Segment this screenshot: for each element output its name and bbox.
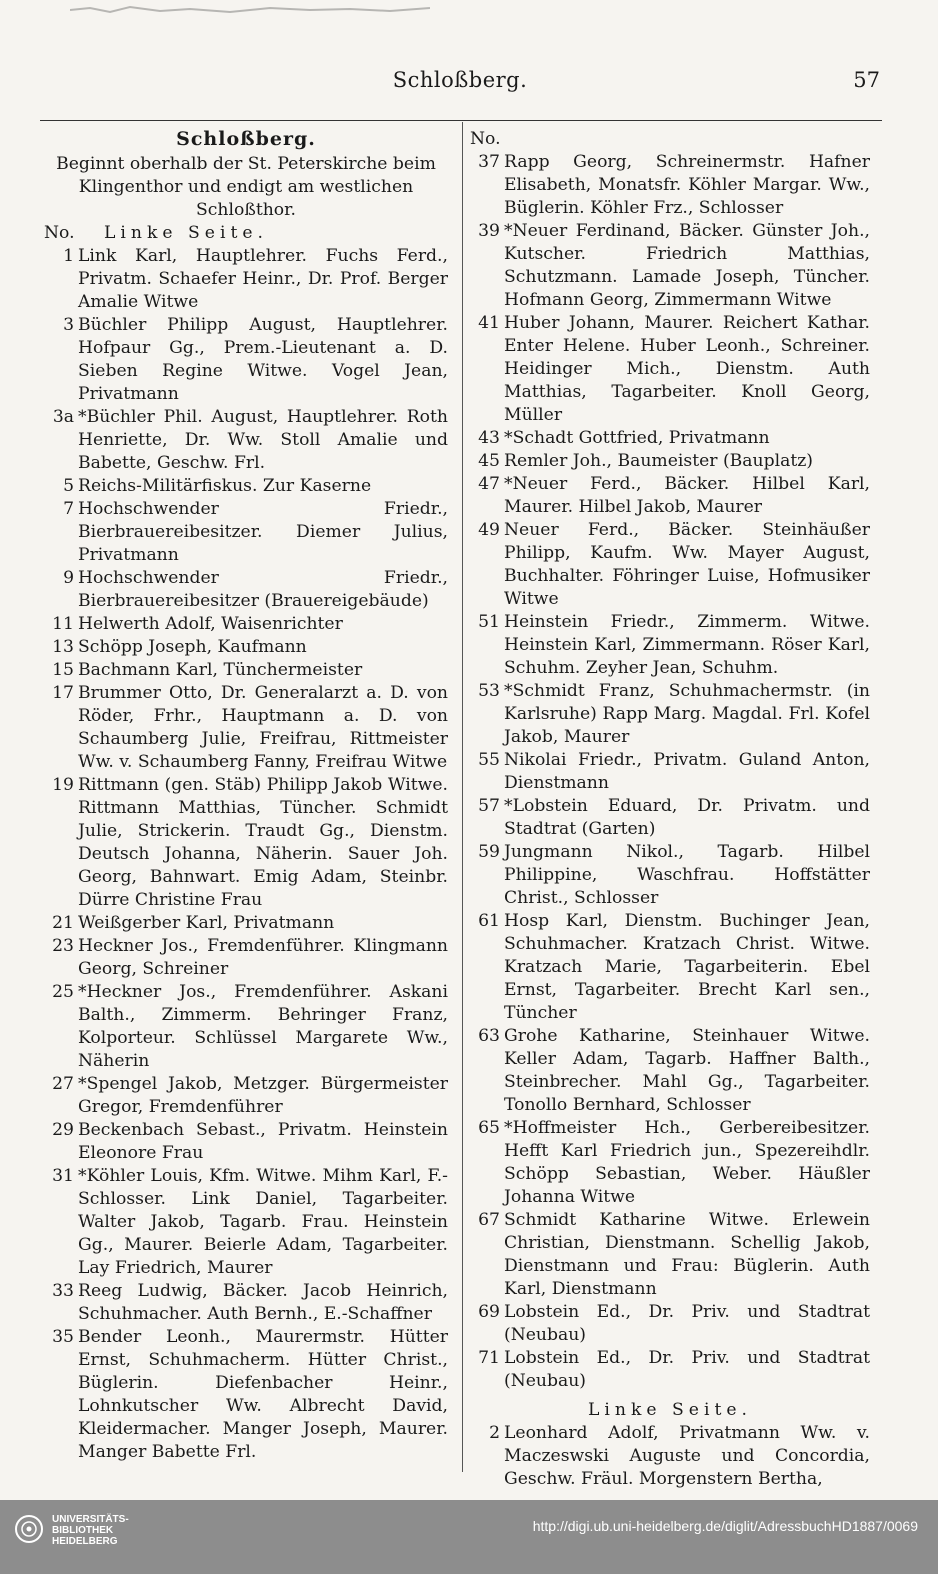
house-number: 13 — [52, 637, 74, 657]
resident-list: Huber Johann, Maurer. Reichert Kathar. Enter Helene. Huber Leonh., Schreiner. Heidinger Mich., Dienstm. Auth Matthias, Tagarbeiter. Knoll Georg, Müller — [504, 313, 870, 425]
entry-list — [470, 1422, 870, 1491]
resident-list: Weißgerber Karl, Privatmann — [78, 913, 335, 933]
address-entry — [470, 427, 870, 450]
house-number: 21 — [52, 913, 74, 933]
house-number: 37 — [478, 152, 500, 172]
house-number: 41 — [478, 313, 500, 333]
resident-list: Schmidt Katharine Witwe. Erlewein Christian, Dienstmann. Schellig Jakob, Dienstmann und Frau: Büglerin. Auth Karl, Dienstmann — [504, 1210, 870, 1299]
no-label: No. — [44, 223, 75, 243]
house-number: 25 — [52, 982, 74, 1002]
house-number: 9 — [63, 568, 74, 588]
house-number: 65 — [478, 1118, 500, 1138]
address-entry — [44, 1119, 448, 1165]
resident-list: Hochschwender Friedr., Bierbrauereibesitzer. Diemer Julius, Privatmann — [78, 499, 448, 565]
house-number: 15 — [52, 660, 74, 680]
resident-list: Schöpp Joseph, Kaufmann — [78, 637, 307, 657]
house-number: 59 — [478, 842, 500, 862]
resident-list: Hosp Karl, Dienstm. Buchinger Jean, Schuhmacher. Kratzach Christ. Witwe. Kratzach Marie, Tagarbeiterin. Ebel Ernst, Tagarbeiter. Brecht Karl sen., Tüncher — [504, 911, 870, 1023]
house-number: 47 — [478, 474, 500, 494]
column-separator — [462, 122, 463, 1472]
house-number: 29 — [52, 1120, 74, 1140]
house-number: 53 — [478, 681, 500, 701]
resident-list: *Neuer Ferd., Bäcker. Hilbel Karl, Maurer. Hilbel Jakob, Maurer — [504, 474, 870, 517]
address-entry — [44, 498, 448, 567]
resident-list: *Heckner Jos., Fremdenführer. Askani Balth., Zimmerm. Behringer Franz, Kolporteur. Schlüssel Margarete Ww., Näherin — [78, 982, 448, 1071]
page-number: 57 — [853, 68, 880, 92]
address-entry — [44, 659, 448, 682]
resident-list: *Schadt Gottfried, Privatmann — [504, 428, 770, 448]
resident-list: Rittmann (gen. Stäb) Philipp Jakob Witwe. Rittmann Matthias, Tüncher. Schmidt Julie, Strickerin. Traudt Gg., Dienstm. Deutsch Johanna, Näherin. Sauer Joh. Georg, Bahnwart. Emig Adam, Steinbr. Dürre Christine Frau — [78, 775, 448, 910]
side-heading — [44, 222, 448, 245]
resident-list: Leonhard Adolf, Privatmann Ww. v. Maczeswski Auguste und Concordia, Geschw. Fräul. Morgenstern Bertha, — [504, 1423, 870, 1489]
resident-list: Bender Leonh., Maurermstr. Hütter Ernst, Schuhmacherm. Hütter Christ., Büglerin. Diefenbacher Heinr., Lohnkutscher Ww. Albrecht David, Kleidermacher. Manger Joseph, Maurer. Manger Babette Frl. — [78, 1327, 448, 1462]
house-number: 63 — [478, 1026, 500, 1046]
resident-list: Jungmann Nikol., Tagarb. Hilbel Philippine, Waschfrau. Hoffstätter Christ., Schlosser — [504, 842, 870, 908]
house-number: 43 — [478, 428, 500, 448]
house-number: 23 — [52, 936, 74, 956]
address-entry — [44, 1326, 448, 1464]
source-url[interactable]: http://digi.ub.uni-heidelberg.de/diglit/AdressbuchHD1887/0069 — [532, 1518, 918, 1534]
address-entry — [44, 406, 448, 475]
address-entry — [44, 935, 448, 981]
address-entry — [470, 312, 870, 427]
house-number: 5 — [63, 476, 74, 496]
address-entry — [470, 795, 870, 841]
address-entry — [44, 1165, 448, 1280]
house-number: 67 — [478, 1210, 500, 1230]
right-column — [470, 128, 870, 1491]
address-entry — [470, 910, 870, 1025]
house-number: 71 — [478, 1348, 500, 1368]
resident-list: Reeg Ludwig, Bäcker. Jacob Heinrich, Schuhmacher. Auth Bernh., E.-Schaffner — [78, 1281, 448, 1324]
resident-list: Heckner Jos., Fremdenführer. Klingmann Georg, Schreiner — [78, 936, 448, 979]
resident-list: *Spengel Jakob, Metzger. Bürgermeister Gregor, Fremdenführer — [78, 1074, 448, 1117]
resident-list: *Schmidt Franz, Schuhmachermstr. (in Karlsruhe) Rapp Marg. Magdal. Frl. Kofel Jakob, Maurer — [504, 681, 870, 747]
address-entry — [44, 475, 448, 498]
resident-list: Grohe Katharine, Steinhauer Witwe. Keller Adam, Tagarb. Haffner Balth., Steinbrecher. Mahl Gg., Tagarbeiter. Tonollo Bernhard, Schlosser — [504, 1026, 870, 1115]
library-footer — [0, 1500, 938, 1574]
resident-list: Link Karl, Hauptlehrer. Fuchs Ferd., Privatm. Schaefer Heinr., Dr. Prof. Berger Amalie Witwe — [78, 246, 448, 312]
house-number: 49 — [478, 520, 500, 540]
resident-list: Büchler Philipp August, Hauptlehrer. Hofpaur Gg., Prem.-Lieutenant a. D. Sieben Regine Witwe. Vogel Jean, Privatmann — [78, 315, 448, 404]
resident-list: Beckenbach Sebast., Privatm. Heinstein Eleonore Frau — [78, 1120, 448, 1163]
house-number: 31 — [52, 1166, 74, 1186]
resident-list: Helwerth Adolf, Waisenrichter — [78, 614, 343, 634]
house-number: 19 — [52, 775, 74, 795]
house-number: 69 — [478, 1302, 500, 1322]
resident-list: *Hoffmeister Hch., Gerbereibesitzer. Hefft Karl Friedrich jun., Spezereihdlr. Schöpp Sebastian, Weber. Häußler Johanna Witwe — [504, 1118, 870, 1207]
resident-list: Brummer Otto, Dr. Generalarzt a. D. von Röder, Frhr., Hauptmann a. D. von Schaumberg Julie, Freifrau, Rittmeister Ww. v. Schaumberg Fanny, Freifrau Witwe — [78, 683, 448, 772]
resident-list: Reichs-Militärfiskus. Zur Kaserne — [78, 476, 372, 496]
resident-list: Nikolai Friedr., Privatm. Guland Anton, Dienstmann — [504, 750, 870, 793]
address-entry — [470, 1209, 870, 1301]
address-entry — [470, 611, 870, 680]
resident-list: Hochschwender Friedr., Bierbrauereibesitzer (Brauereigebäude) — [78, 568, 448, 611]
house-number: 55 — [478, 750, 500, 770]
house-number: 33 — [52, 1281, 74, 1301]
address-entry — [44, 1073, 448, 1119]
house-number: 3 — [63, 315, 74, 335]
address-entry — [470, 473, 870, 519]
address-entry — [44, 245, 448, 314]
house-number: 61 — [478, 911, 500, 931]
entry-list — [470, 151, 870, 1393]
house-number: 1 — [63, 246, 74, 266]
resident-list: Heinstein Friedr., Zimmerm. Witwe. Heinstein Karl, Zimmermann. Röser Karl, Schuhm. Zeyher Jean, Schuhm. — [504, 612, 870, 678]
left-column — [44, 128, 448, 1464]
house-number: 2 — [489, 1423, 500, 1443]
address-entry — [44, 636, 448, 659]
house-number: 27 — [52, 1074, 74, 1094]
house-number: 17 — [52, 683, 74, 703]
address-entry — [44, 912, 448, 935]
side-heading — [470, 1399, 870, 1422]
university-seal-icon — [14, 1514, 44, 1544]
no-label: No. — [470, 129, 501, 149]
library-name: UNIVERSITÄTS- BIBLIOTHEK HEIDELBERG — [52, 1514, 129, 1547]
address-entry — [44, 981, 448, 1073]
resident-list: Lobstein Ed., Dr. Priv. und Stadtrat (Neubau) — [504, 1302, 870, 1345]
resident-list: *Neuer Ferdinand, Bäcker. Günster Joh., Kutscher. Friedrich Matthias, Schutzmann. Lamade Joseph, Tüncher. Hofmann Georg, Zimmermann Witwe — [504, 221, 870, 310]
address-entry — [44, 682, 448, 774]
side-label: Linke Seite. — [104, 223, 269, 243]
address-entry — [470, 680, 870, 749]
page-header — [40, 68, 880, 102]
address-entry — [470, 519, 870, 611]
address-entry — [470, 1301, 870, 1347]
address-entry — [470, 1025, 870, 1117]
house-number: 7 — [63, 499, 74, 519]
resident-list: Lobstein Ed., Dr. Priv. und Stadtrat (Neubau) — [504, 1348, 870, 1391]
house-number: 51 — [478, 612, 500, 632]
header-rule — [40, 120, 882, 121]
running-title: Schloßberg. — [392, 68, 528, 92]
house-number: 39 — [478, 221, 500, 241]
entry-list — [44, 245, 448, 1464]
address-entry — [470, 1347, 870, 1393]
house-number: 45 — [478, 451, 500, 471]
address-entry — [470, 1117, 870, 1209]
resident-list: *Köhler Louis, Kfm. Witwe. Mihm Karl, F.-Schlosser. Link Daniel, Tagarbeiter. Walter Jakob, Tagarb. Frau. Heinstein Gg., Maurer. Beierle Adam, Tagarbeiter. Lay Friedrich, Maurer — [78, 1166, 448, 1278]
address-entry — [44, 314, 448, 406]
street-description: Beginnt oberhalb der St. Peterskirche beim Klingenthor und endigt am westlichen Schloßthor. — [56, 154, 436, 220]
address-entry — [470, 220, 870, 312]
house-number: 11 — [52, 614, 74, 634]
address-entry — [470, 450, 870, 473]
scan-artifact — [70, 4, 430, 16]
address-entry — [470, 749, 870, 795]
resident-list: *Lobstein Eduard, Dr. Privatm. und Stadtrat (Garten) — [504, 796, 870, 839]
resident-list: Bachmann Karl, Tünchermeister — [78, 660, 363, 680]
address-entry — [44, 613, 448, 636]
address-entry — [470, 1422, 870, 1491]
house-number: 3a — [52, 407, 74, 427]
address-entry — [44, 1280, 448, 1326]
address-entry — [44, 567, 448, 613]
resident-list: *Büchler Phil. August, Hauptlehrer. Roth Henriette, Dr. Ww. Stoll Amalie und Babette, Geschw. Frl. — [78, 407, 448, 473]
resident-list: Neuer Ferd., Bäcker. Steinhäußer Philipp, Kaufm. Ww. Mayer August, Buchhalter. Föhringer Luise, Hofmusiker Witwe — [504, 520, 870, 609]
house-number: 57 — [478, 796, 500, 816]
side-label: Linke Seite. — [587, 1400, 752, 1420]
house-number: 35 — [52, 1327, 74, 1347]
resident-list: Remler Joh., Baumeister (Bauplatz) — [504, 451, 814, 471]
address-entry — [470, 151, 870, 220]
street-title: Schloßberg. — [176, 128, 316, 150]
address-entry — [44, 774, 448, 912]
resident-list: Rapp Georg, Schreinermstr. Hafner Elisabeth, Monatsfr. Köhler Margar. Ww., Büglerin. Köhler Frz., Schlosser — [504, 152, 870, 218]
address-entry — [470, 841, 870, 910]
